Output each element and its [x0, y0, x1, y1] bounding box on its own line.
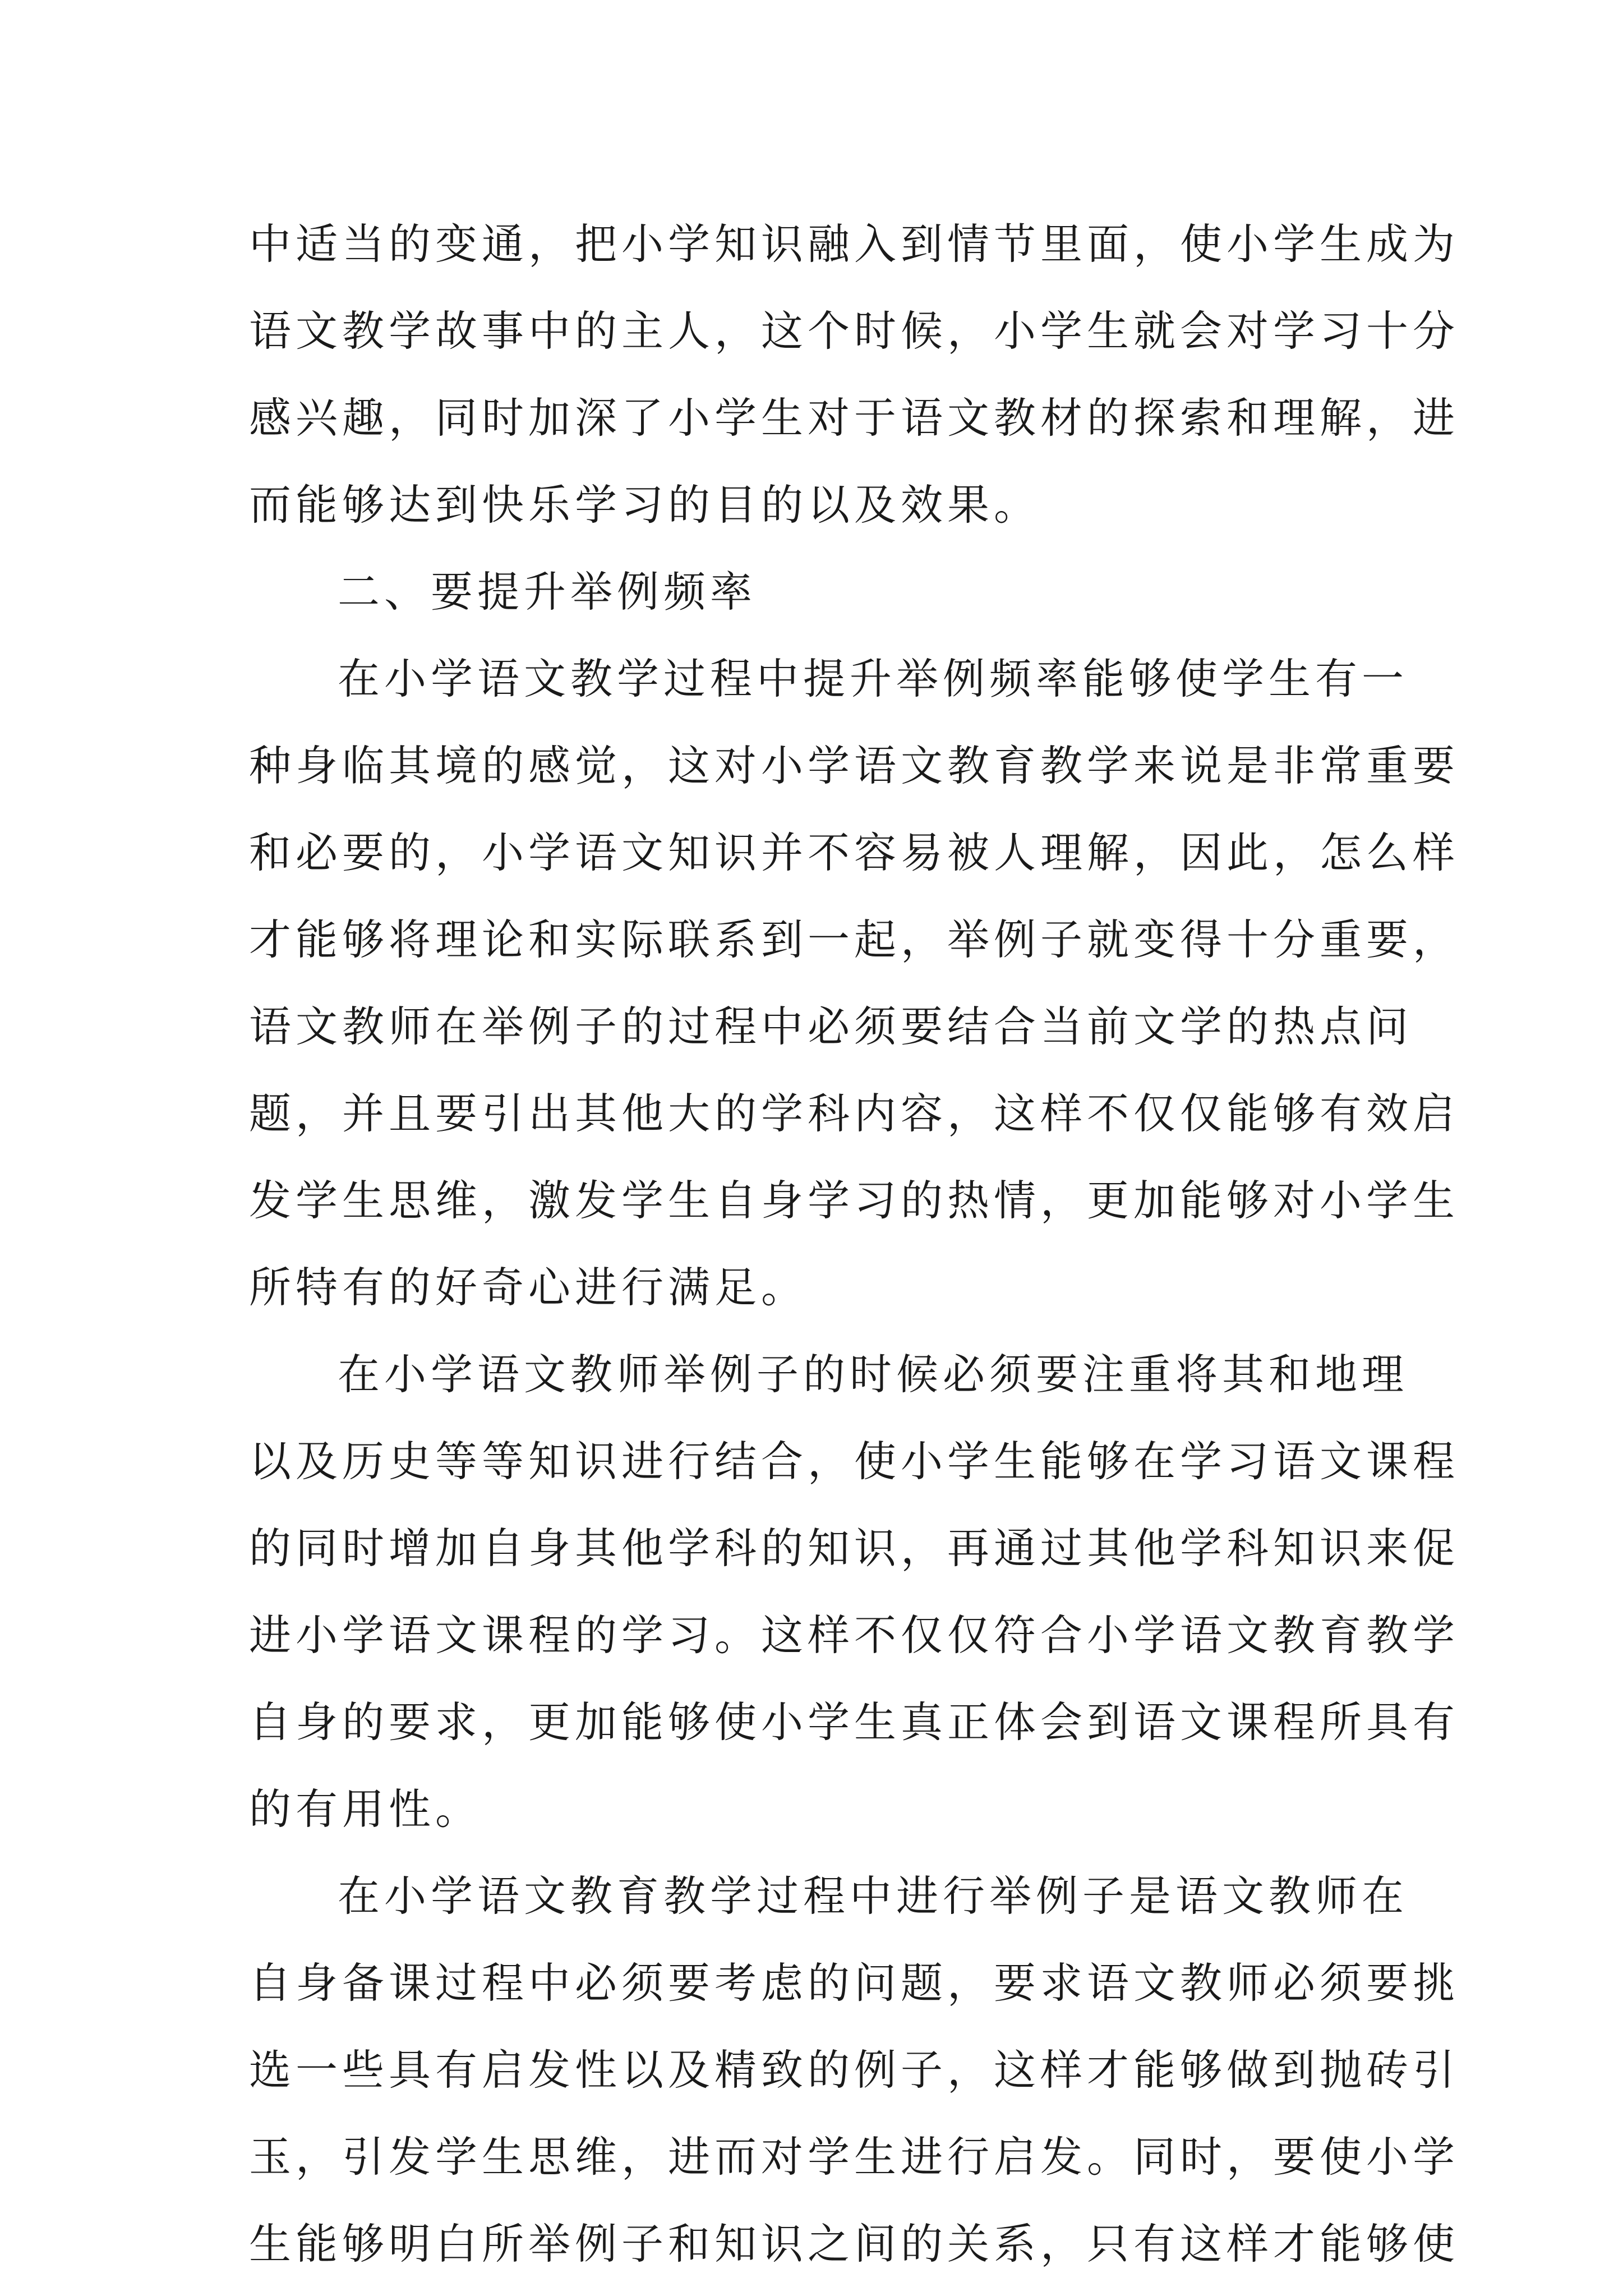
text-line: 种身临其境的感觉，这对小学语文教育教学来说是非常重要 — [249, 741, 1460, 790]
text-line: 选一些具有启发性以及精致的例子，这样才能够做到抛砖引 — [249, 2045, 1460, 2095]
text-line: 语文教师在举例子的过程中必须要结合当前文学的热点问 — [249, 1002, 1413, 1051]
text-line: 以及历史等等知识进行结合，使小学生能够在学习语文课程 — [249, 1437, 1460, 1486]
text-line: 题，并且要引出其他大的学科内容，这样不仅仅能够有效启 — [249, 1089, 1460, 1138]
text-line: 自身的要求，更加能够使小学生真正体会到语文课程所具有 — [249, 1697, 1460, 1747]
section-heading: 二、要提升举例频率 — [338, 567, 757, 616]
text-line: 玉，引发学生思维，进而对学生进行启发。同时，要使小学 — [249, 2132, 1460, 2182]
text-line: 发学生思维，激发学生自身学习的热情，更加能够对小学生 — [249, 1176, 1460, 1225]
text-line: 才能够将理论和实际联系到一起，举例子就变得十分重要， — [249, 915, 1460, 964]
text-line: 而能够达到快乐学习的目的以及效果。 — [249, 480, 1041, 530]
text-line: 语文教学故事中的主人，这个时候，小学生就会对学习十分 — [249, 306, 1460, 356]
text-line: 进小学语文课程的学习。这样不仅仅符合小学语文教育教学 — [249, 1611, 1460, 1660]
paragraph-first-line: 在小学语文教育教学过程中进行举例子是语文教师在 — [338, 1871, 1409, 1921]
text-line: 中适当的变通，把小学知识融入到情节里面，使小学生成为 — [249, 219, 1460, 269]
paragraph-first-line: 在小学语文教学过程中提升举例频率能够使学生有一 — [338, 654, 1409, 703]
text-line: 的同时增加自身其他学科的知识，再通过其他学科知识来促 — [249, 1524, 1460, 1573]
text-line: 所特有的好奇心进行满足。 — [249, 1263, 808, 1312]
paragraph-first-line: 在小学语文教师举例子的时候必须要注重将其和地理 — [338, 1350, 1409, 1399]
text-line: 自身备课过程中必须要考虑的问题，要求语文教师必须要挑 — [249, 1958, 1460, 2008]
document-body — [249, 201, 1460, 2288]
text-line: 和必要的，小学语文知识并不容易被人理解，因此，怎么样 — [249, 828, 1460, 877]
text-line: 感兴趣，同时加深了小学生对于语文教材的探索和理解，进 — [249, 393, 1460, 443]
text-line: 的有用性。 — [249, 1784, 482, 1834]
text-line: 生能够明白所举例子和知识之间的关系，只有这样才能够使 — [249, 2219, 1460, 2269]
